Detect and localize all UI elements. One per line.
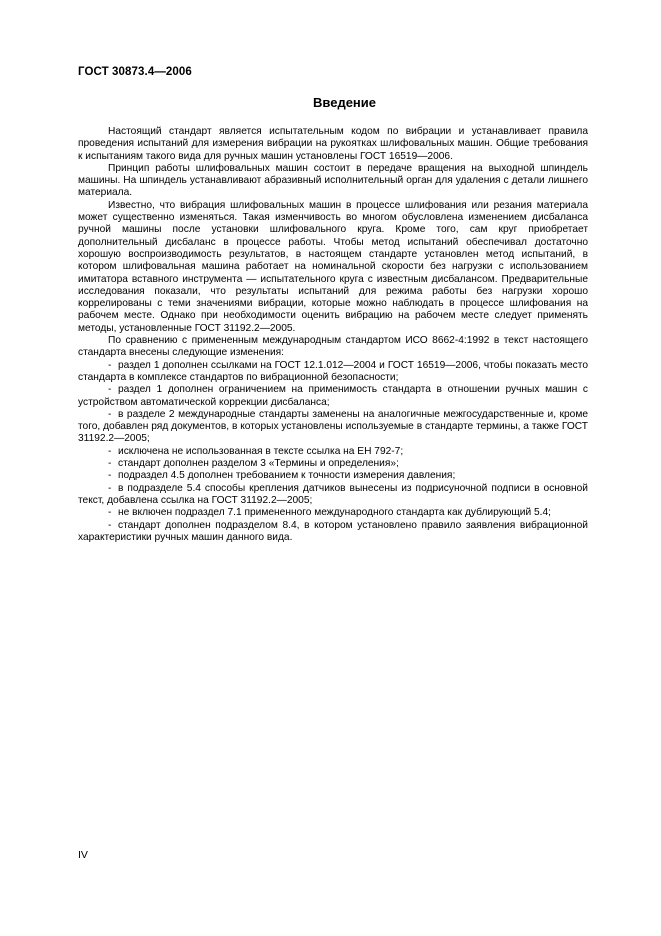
list-dash: - xyxy=(108,359,112,371)
paragraph: Известно, что вибрация шлифовальных машин в процессе шлифования или резания материала может существенно изменяться. Такая изменчивость во многом обусловлена изменением дисбаланса ручной машины после установки шлифовального круга. Кроме того, сам круг приобретает дополнительный дисбаланс в процессе работы. Чтобы метод испытаний обеспечивал достаточно хорошую воспроизводимость результатов, в настоящем стандарте установлен метод испытаний, в котором шлифовальная машина работает на номинальной скорости без нагрузки с использованием имитатора вставного инструмента — испытательного круга с известным дисбалансом. Предварительные исследования показали, что результаты испытаний для режима работы без нагрузки хорошо коррелированы с теми значениями вибрации, которые можно наблюдать в процессе шлифования на рабочем месте. Однако при необходимости оценить вибрацию на рабочем месте следует применять методы, установленные ГОСТ 31192.2—2005. xyxy=(78,199,588,334)
page-number: IV xyxy=(78,849,88,861)
list-item xyxy=(78,446,588,458)
list-item xyxy=(78,458,588,470)
list-dash: - xyxy=(108,470,112,482)
list-dash: - xyxy=(108,384,112,396)
list-item xyxy=(78,520,588,545)
list-item-text: подраздел 4.5 дополнен требованием к точности измерения давления; xyxy=(118,470,456,482)
section-title: Введение xyxy=(313,95,376,110)
document-code-header: ГОСТ 30873.4—2006 xyxy=(78,66,192,78)
list-item xyxy=(78,507,588,519)
body-text xyxy=(78,126,588,544)
list-dash: - xyxy=(108,408,112,420)
list-item xyxy=(78,360,588,385)
list-item-text: раздел 1 дополнен ссылками на ГОСТ 12.1.012—2004 и ГОСТ 16519—2006, чтобы показать место стандарта в комплексе стандартов по вибрационной безопасности; xyxy=(78,359,588,383)
list-item-text: раздел 1 дополнен ограничением на применимость стандарта в отношении ручных машин с устройством автоматической коррекции дисбаланса; xyxy=(78,384,588,408)
paragraph: Принцип работы шлифовальных машин состоит в передаче вращения на выходной шпиндель машины. На шпиндель устанавливают абразивный исполнительный орган для удаления с детали лишнего материала. xyxy=(78,162,588,199)
list-item xyxy=(78,409,588,446)
list-dash: - xyxy=(108,482,112,494)
list-item-text: не включен подраздел 7.1 примененного международного стандарта как дублирующий 5.4; xyxy=(118,507,551,519)
list-item-text: стандарт дополнен подразделом 8.4, в котором установлено правило заявления вибрационной характеристики ручных машин данного вида. xyxy=(78,519,588,543)
list-item-text: исключена не использованная в тексте ссылка на ЕН 792-7; xyxy=(118,445,404,457)
list-dash: - xyxy=(108,445,112,457)
list-item xyxy=(78,483,588,508)
list-item xyxy=(78,470,588,482)
paragraph: Настоящий стандарт является испытательным кодом по вибрации и устанавливает правила проведения испытаний для измерения вибрации на рукоятках шлифовальных машин. Общие требования к испытаниям такого вида для ручных машин установлены ГОСТ 16519—2006. xyxy=(78,126,588,162)
paragraph: По сравнению с примененным международным стандартом ИСО 8662-4:1992 в текст настоящего стандарта внесены следующие изменения: xyxy=(78,335,588,359)
list-item-text: стандарт дополнен разделом 3 «Термины и определения»; xyxy=(118,458,399,470)
list-item-text: в разделе 2 международные стандарты заменены на аналогичные межгосударственные и, кроме того, добавлен ряд документов, в которых установлены используемые в стандарте термины, а также ГОСТ 31192.2—2005; xyxy=(78,408,588,445)
list-dash: - xyxy=(108,507,112,519)
list-item xyxy=(78,384,588,409)
list-dash: - xyxy=(108,519,112,531)
list-item-text: в подразделе 5.4 способы крепления датчиков вынесены из подрисуночной подписи в основной текст, добавлена ссылка на ГОСТ 31192.2—2005; xyxy=(78,482,588,506)
list-dash: - xyxy=(108,458,112,470)
